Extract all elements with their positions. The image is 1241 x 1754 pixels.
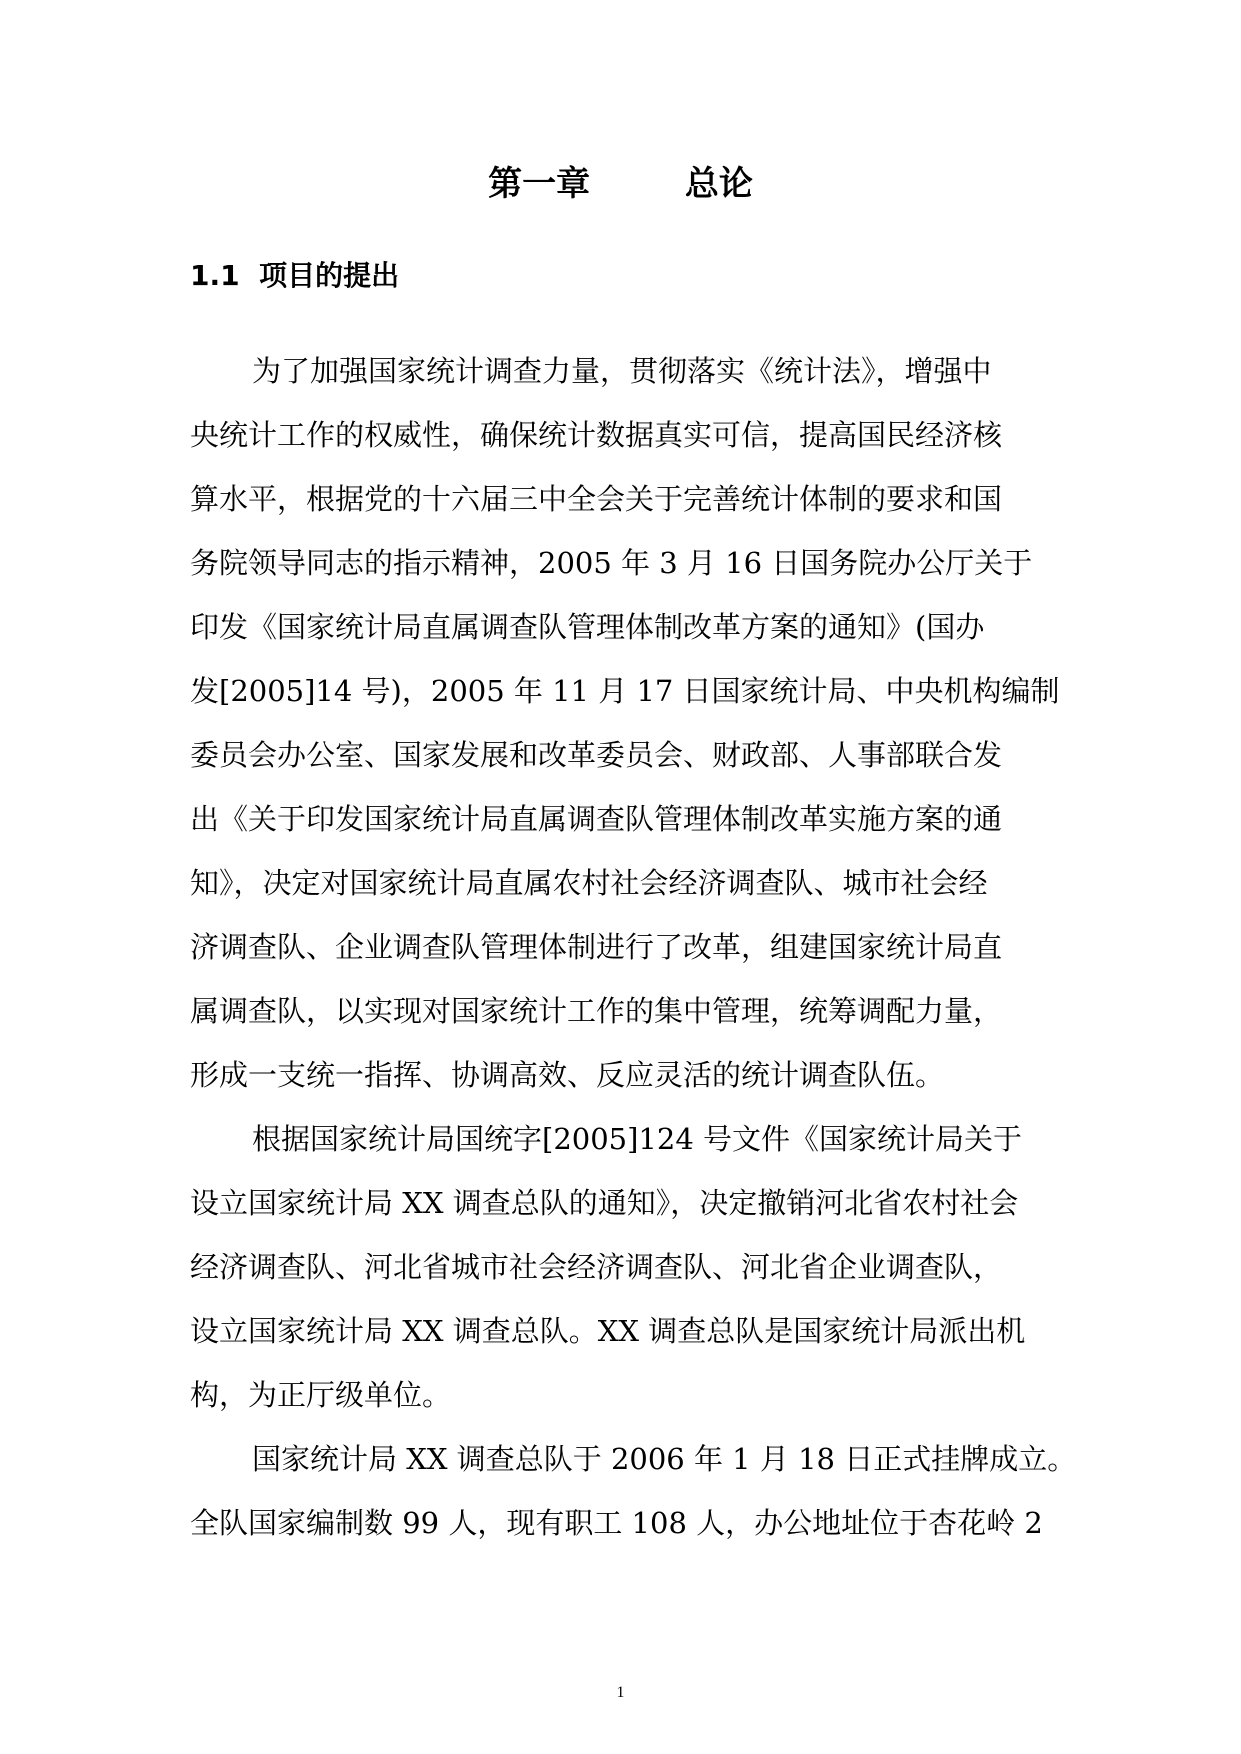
paragraph-line: 为了加强国家统计调查力量，贯彻落实《统计法》，增强中 [252,354,992,388]
paragraph-line: 印发《国家统计局直属调查队管理体制改革方案的通知》(国办 [190,610,985,644]
paragraph-line: 属调查队，以实现对国家统计工作的集中管理，统筹调配力量， [190,994,1003,1028]
paragraph-line: 全队国家编制数 99 人，现有职工 108 人，办公地址位于杏花岭 2 [190,1506,1043,1540]
paragraph-line: 国家统计局 XX 调查总队于 2006 年 1 月 18 日正式挂牌成立。 [252,1442,1077,1476]
paragraph-line: 设立国家统计局 XX 调查总队。XX 调查总队是国家统计局派出机 [190,1314,1026,1348]
paragraph-line: 委员会办公室、国家发展和改革委员会、财政部、人事部联合发 [190,738,1003,772]
paragraph-line: 根据国家统计局国统字[2005]124 号文件《国家统计局关于 [252,1122,1023,1156]
chapter-title: 第一章 总论 [488,164,753,204]
section-title: 1.1 项目的提出 [190,259,400,292]
paragraph-line: 务院领导同志的指示精神，2005 年 3 月 16 日国务院办公厅关于 [190,546,1033,580]
paragraph-line: 央统计工作的权威性，确保统计数据真实可信，提高国民经济核 [190,418,1003,452]
page-number: 1 [616,1684,625,1701]
paragraph-line: 济调查队、企业调查队管理体制进行了改革，组建国家统计局直 [190,930,1003,964]
paragraph-line: 算水平，根据党的十六届三中全会关于完善统计体制的要求和国 [190,482,1003,516]
paragraph-line: 经济调查队、河北省城市社会经济调查队、河北省企业调查队， [190,1250,1003,1284]
paragraph-line: 形成一支统一指挥、协调高效、反应灵活的统计调查队伍。 [190,1058,945,1092]
paragraph-line: 知》，决定对国家统计局直属农村社会经济调查队、城市社会经 [190,866,988,900]
paragraph-line: 构，为正厅级单位。 [190,1378,452,1412]
paragraph-line: 出《关于印发国家统计局直属调查队管理体制改革实施方案的通 [190,802,1003,836]
paragraph-line: 设立国家统计局 XX 调查总队的通知》，决定撤销河北省农村社会 [190,1186,1019,1220]
body-text [190,339,1077,1555]
paragraph-line: 发[2005]14 号)，2005 年 11 月 17 日国家统计局、中央机构编制 [190,674,1060,708]
